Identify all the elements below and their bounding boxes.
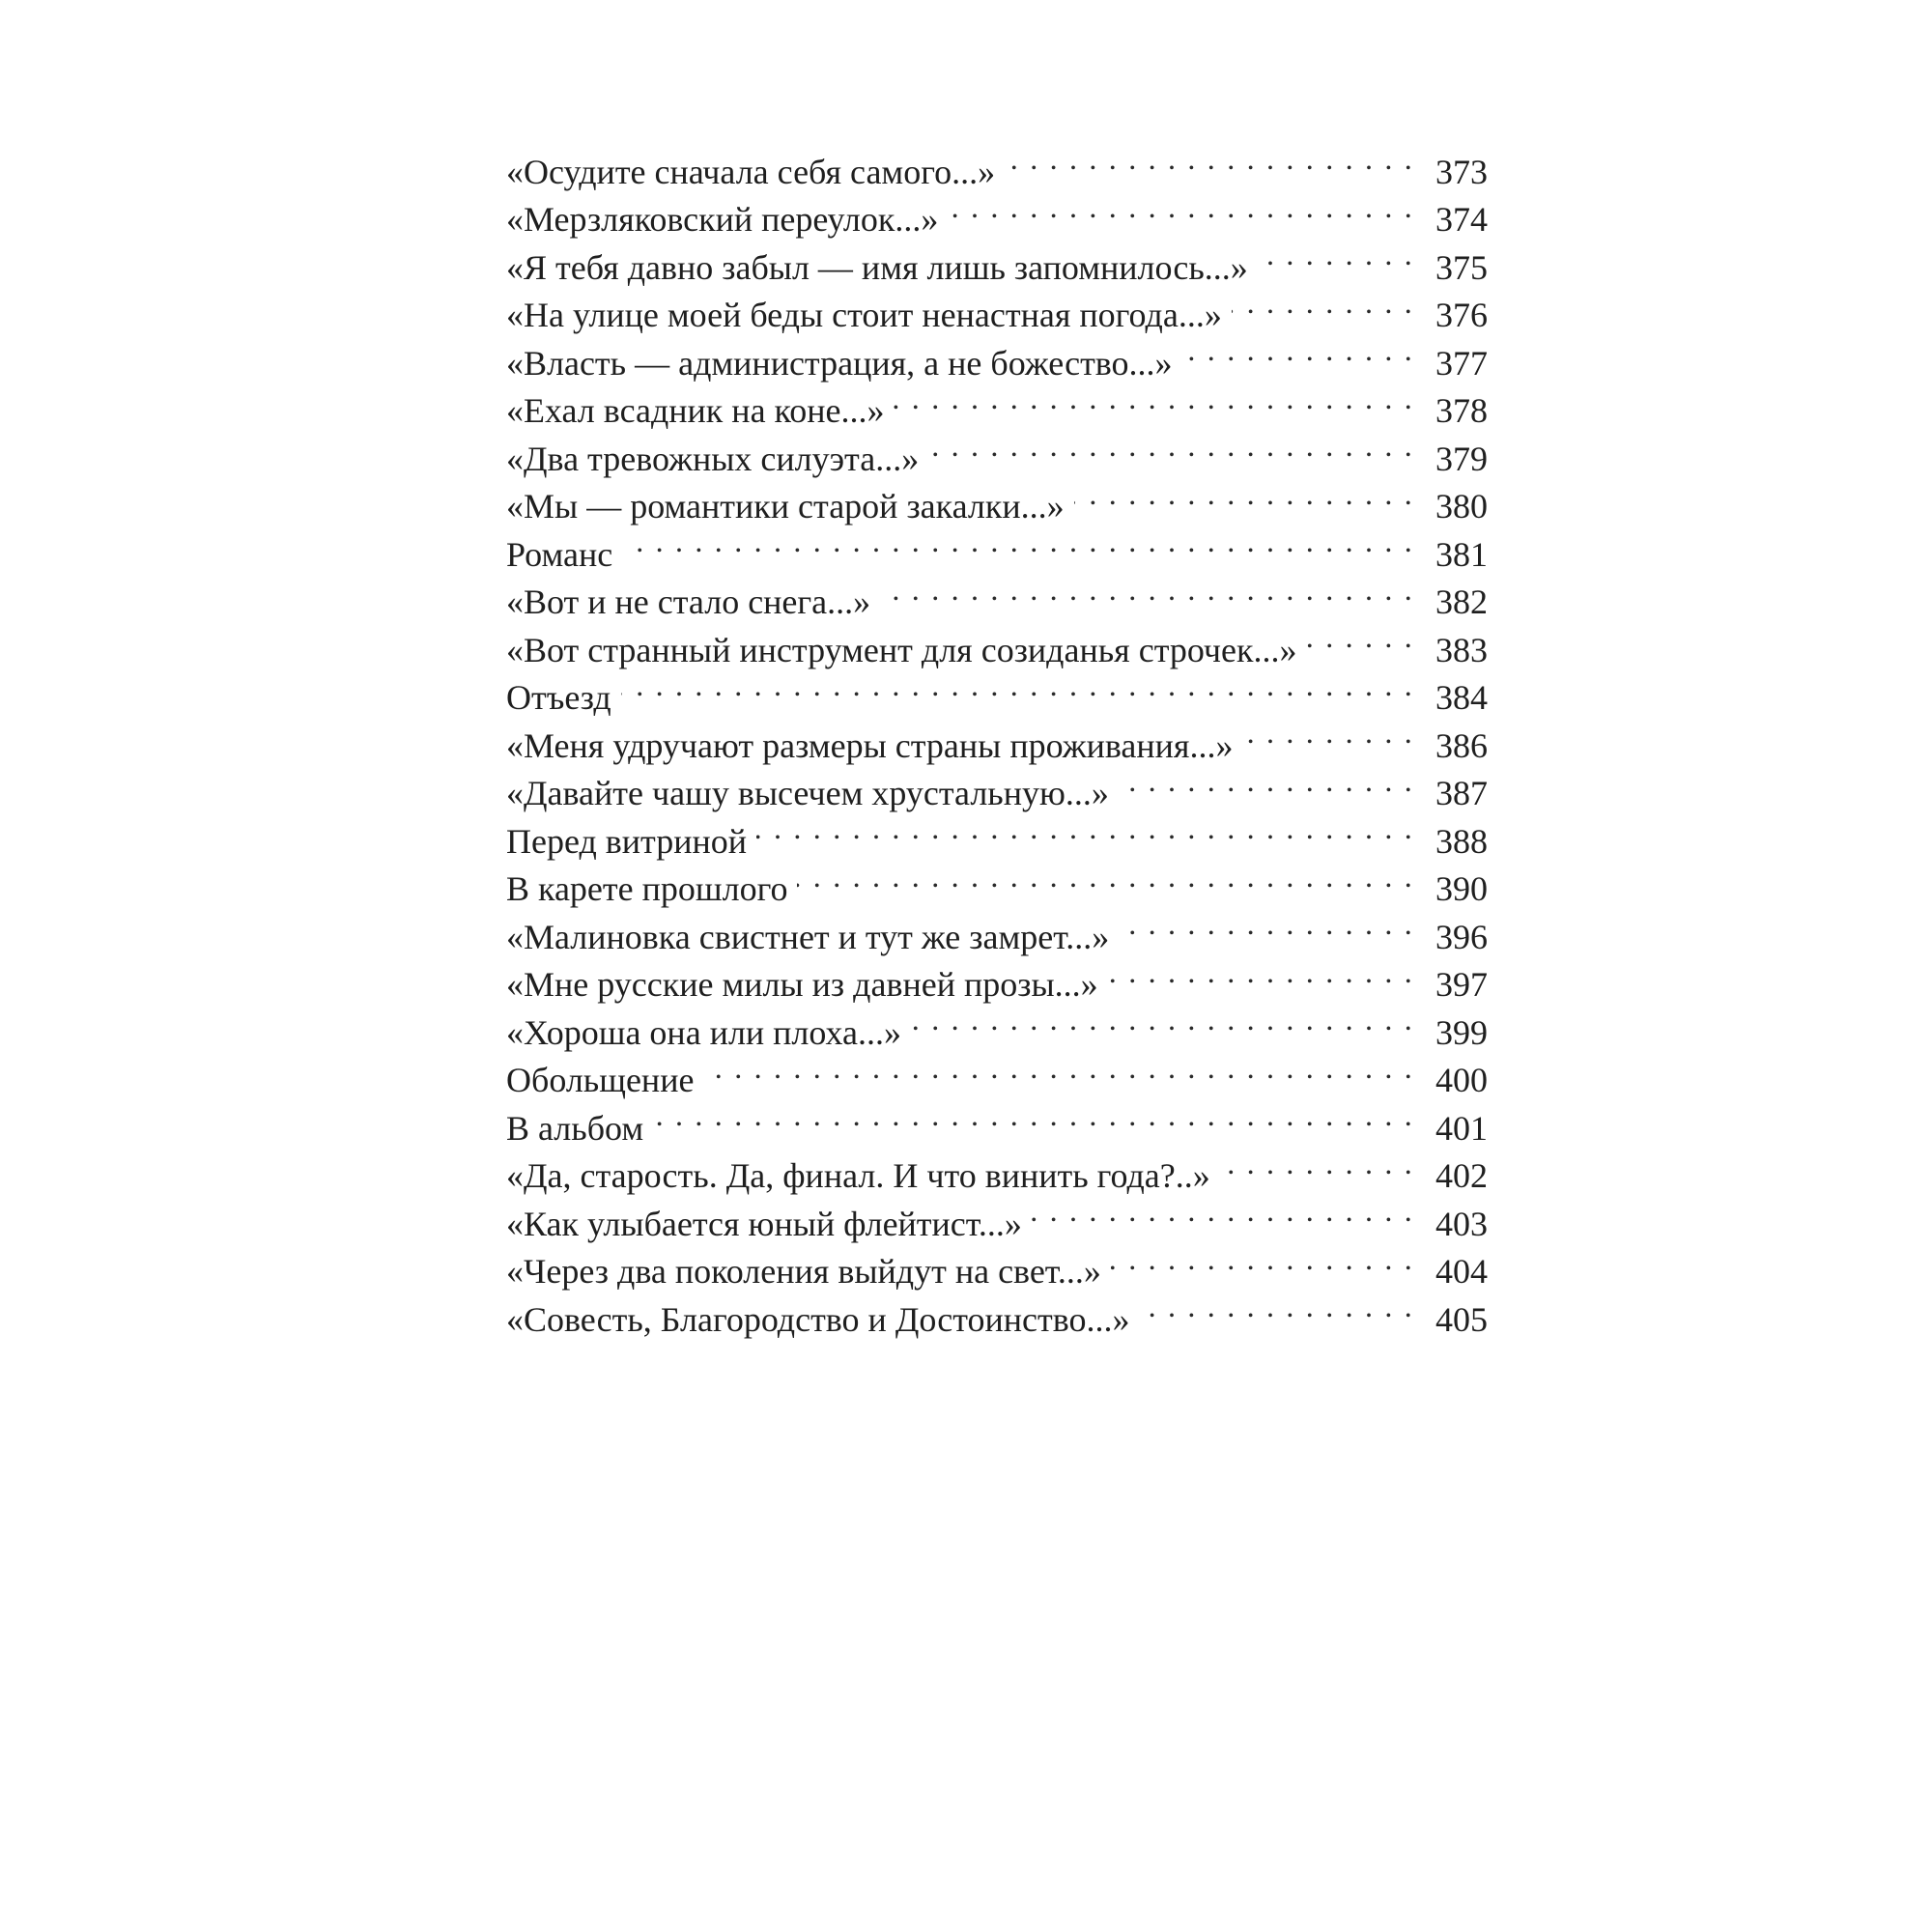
toc-entry-page: 397 [1435, 965, 1488, 1004]
toc-entry-page: 402 [1435, 1156, 1488, 1195]
dot-leader [756, 805, 1414, 853]
toc-entry-title: В карете прошлого [506, 869, 788, 908]
toc-entry-page: 404 [1435, 1252, 1488, 1291]
toc-entry-title: «Да, старость. Да, финал. И что винить года?..» [506, 1156, 1210, 1195]
toc-entry-title: «Малиновка свистнет и тут же замрет...» [506, 917, 1110, 956]
toc-entry-page: 399 [1435, 1012, 1488, 1052]
toc-entry-page: 405 [1435, 1299, 1488, 1339]
dot-leader [653, 1092, 1414, 1140]
toc-entry [506, 1092, 1488, 1148]
toc-entry-page: 382 [1435, 582, 1488, 621]
dot-leader [621, 662, 1414, 710]
dot-leader [1140, 1283, 1414, 1331]
toc-entry-title: «Я тебя давно забыл — имя лишь запомнилось...» [506, 247, 1248, 287]
toc-entry-title: «Мы — романтики старой закалки...» [506, 487, 1065, 526]
toc-entry-title: «Власть — администрация, а не божество...» [506, 343, 1173, 383]
toc-entry-page: 396 [1435, 917, 1488, 956]
toc-entry-title: «Вот странный инструмент для созиданья строчек...» [506, 630, 1297, 669]
toc-entry-title: «На улице моей беды стоит ненастная погода...» [506, 296, 1222, 334]
dot-leader [1005, 135, 1414, 184]
dot-leader [948, 184, 1414, 232]
toc-entry-page: 376 [1435, 296, 1488, 334]
toc-entry-page: 401 [1435, 1108, 1488, 1148]
toc-entry-page: 383 [1435, 630, 1488, 669]
toc-entry-page: 381 [1435, 534, 1488, 574]
toc-entry-title: «Меня удручают размеры страны проживания...» [506, 725, 1234, 765]
toc-entry-page: 373 [1435, 152, 1488, 191]
toc-entry-page: 400 [1435, 1061, 1488, 1099]
dot-leader [1220, 1140, 1414, 1188]
dot-leader [1074, 470, 1414, 519]
dot-leader [703, 1044, 1414, 1093]
toc-entry-title: «Давайте чашу высечем хрустальную...» [506, 774, 1109, 812]
dot-leader [1108, 949, 1414, 997]
toc-entry [506, 1140, 1488, 1195]
toc-entry-page: 384 [1435, 678, 1488, 717]
toc-entry-page: 390 [1435, 869, 1488, 908]
toc-entry-title: Перед витриной [506, 821, 748, 861]
dot-leader [911, 996, 1414, 1044]
dot-leader [1258, 231, 1414, 279]
dot-leader [1111, 1236, 1414, 1284]
toc-entry-page: 374 [1435, 200, 1488, 239]
toc-entry-title: В альбом [506, 1108, 644, 1148]
toc-entry-page: 375 [1435, 247, 1488, 287]
toc-entry-page: 379 [1435, 439, 1488, 478]
toc-entry-title: Отъезд [506, 678, 611, 717]
toc-entry-title: «Хороша она или плоха...» [506, 1012, 902, 1052]
dot-leader [928, 422, 1414, 470]
toc-entry-title: «Вот и не стало снега...» [506, 582, 871, 621]
toc-entry [506, 135, 1488, 191]
dot-leader [1119, 900, 1414, 949]
toc-entry-title: Обольщение [506, 1061, 695, 1099]
dot-leader [797, 853, 1414, 901]
toc-entry-page: 388 [1435, 821, 1488, 861]
toc-entry-title: «Через два поколения выйдут на свет...» [506, 1252, 1101, 1291]
toc-entry-page: 386 [1435, 725, 1488, 765]
toc-entry [506, 518, 1488, 574]
toc-entry-page: 377 [1435, 343, 1488, 383]
toc-entry-title: «Осудите сначала себя самого...» [506, 152, 996, 191]
toc-entry [506, 662, 1488, 717]
dot-leader [1307, 613, 1414, 662]
toc-entry-title: Романс [506, 534, 613, 574]
dot-leader [1232, 279, 1414, 327]
toc-entry-title: «Как улыбается юный флейтист...» [506, 1204, 1022, 1243]
dot-leader [894, 375, 1414, 423]
toc-entry-title: «Ехал всадник на коне...» [506, 391, 885, 430]
toc-entry [506, 566, 1488, 621]
dot-leader [880, 566, 1414, 614]
toc-entry-title: «Мне русские милы из давней прозы...» [506, 965, 1098, 1004]
toc-entry-page: 403 [1435, 1204, 1488, 1243]
dot-leader [1182, 327, 1414, 375]
toc-entry-page: 378 [1435, 391, 1488, 430]
toc-entry-page: 380 [1435, 487, 1488, 526]
toc-entry-title: «Совесть, Благородство и Достоинство...» [506, 1299, 1130, 1339]
dot-leader [1119, 757, 1414, 806]
toc-entry-page: 387 [1435, 774, 1488, 812]
toc-entry-title: «Мерзляковский переулок...» [506, 200, 939, 239]
toc-entry-title: «Два тревожных силуэта...» [506, 439, 920, 478]
toc-entry [506, 709, 1488, 765]
dot-leader [622, 518, 1414, 566]
dot-leader [1032, 1187, 1414, 1236]
dot-leader [1242, 709, 1414, 757]
table-of-contents [506, 135, 1488, 1339]
